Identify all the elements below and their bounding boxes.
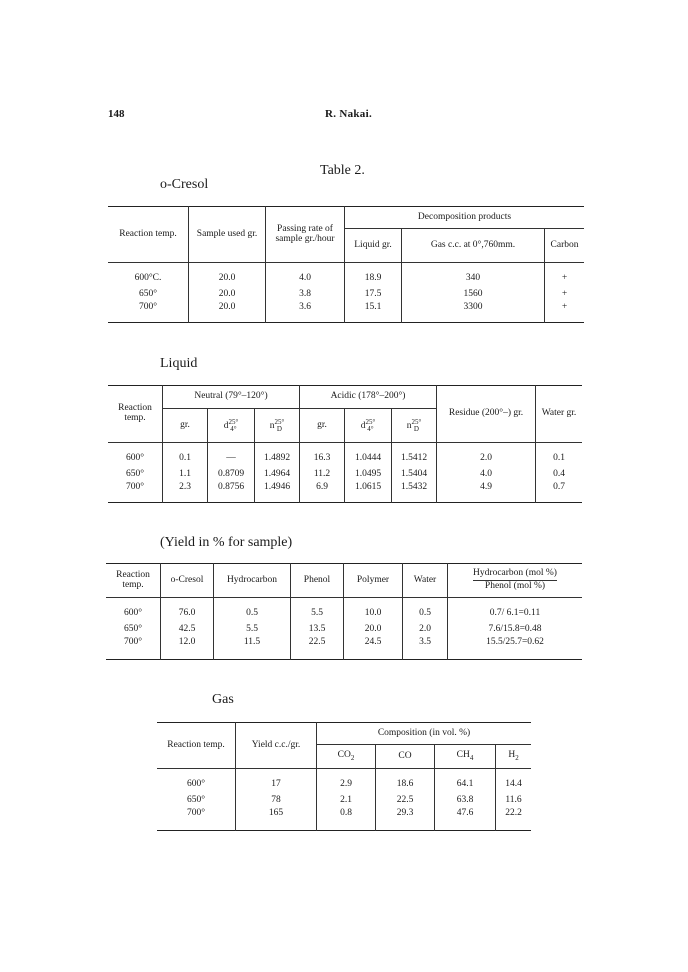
table-row	[108, 467, 582, 483]
cell: 15.5/25.7=0.62	[486, 636, 544, 647]
cell: 2.3	[163, 483, 208, 503]
yield-table	[106, 563, 582, 660]
cell: 0.7/ 6.1=0.11	[489, 607, 541, 618]
cell: —	[208, 451, 255, 467]
cell: 47.6	[435, 809, 496, 831]
table-row	[157, 777, 531, 793]
gas-table	[157, 722, 531, 831]
cell: 5.5	[214, 622, 291, 638]
n-sup: 25°	[274, 417, 285, 426]
ratio-numerator: Hydrocarbon (mol %)	[473, 569, 557, 581]
yield-h-cresol: o-Cresol	[161, 564, 214, 598]
cell: 1.4892	[255, 451, 300, 467]
cell: +	[561, 272, 568, 283]
cell: 11.2	[300, 467, 345, 483]
cell: 600°	[106, 606, 161, 622]
d-sub: 4°	[230, 424, 237, 433]
page-number: 148	[108, 108, 125, 120]
cell: 1.0495	[345, 467, 392, 483]
cell: 13.5	[291, 622, 344, 638]
d-sup: 25°	[228, 417, 239, 426]
cell: 78	[236, 793, 317, 809]
cell: 1560	[402, 287, 545, 303]
cresol-table	[108, 206, 584, 323]
liquid-h-density-acidic	[345, 409, 392, 443]
ch4-sub: 4	[469, 753, 474, 762]
liquid-h-refractive-acidic	[392, 409, 437, 443]
cell: 24.5	[344, 638, 403, 660]
cell: 1.4964	[255, 467, 300, 483]
liquid-h-gr-acidic: gr.	[300, 409, 345, 443]
d-symbol: d	[223, 420, 229, 431]
h2-label: H	[508, 749, 516, 760]
cell: 4.0	[266, 271, 345, 287]
cell: 22.2	[505, 807, 522, 818]
cell: 0.1	[163, 451, 208, 467]
cell: 64.1	[435, 777, 496, 793]
table-row	[106, 606, 582, 622]
cell: 18.6	[376, 777, 435, 793]
cell: 5.5	[291, 606, 344, 622]
liquid-h-gr-neutral: gr.	[163, 409, 208, 443]
table-row	[106, 622, 582, 638]
cell: 1.0615	[345, 483, 392, 503]
cell: 1.0444	[345, 451, 392, 467]
cell: 7.6/15.8=0.48	[488, 623, 542, 634]
liquid-h-reaction: Reaction temp.	[108, 386, 163, 443]
cell: 600°C.	[108, 271, 189, 287]
cell: 18.9	[345, 271, 402, 287]
cell: 1.1	[163, 467, 208, 483]
table-row	[106, 638, 582, 660]
yield-h-water: Water	[403, 564, 448, 598]
table-row	[157, 809, 531, 831]
table-row	[108, 483, 582, 503]
cell: 2.1	[317, 793, 376, 809]
cell: 22.5	[376, 793, 435, 809]
cell: 6.9	[300, 483, 345, 503]
gas-h-co: CO	[376, 745, 435, 769]
cell: 4.0	[437, 467, 536, 483]
gas-title: Gas	[212, 692, 234, 707]
cell: 11.6	[505, 794, 522, 805]
cresol-h-reaction: Reaction temp.	[108, 207, 189, 263]
gas-h-ch4	[435, 745, 496, 769]
cell: +	[561, 288, 568, 299]
cell: 2.0	[403, 622, 448, 638]
yield-h-reaction: Reaction temp.	[106, 564, 161, 598]
cell: 0.7	[553, 481, 565, 492]
liquid-table	[108, 385, 582, 503]
yield-h-ratio	[448, 564, 583, 598]
yield-title: (Yield in % for sample)	[160, 535, 293, 550]
n-sub: D	[413, 424, 419, 433]
table-row	[108, 287, 584, 303]
cell: 20.0	[189, 303, 266, 323]
cell: 340	[402, 271, 545, 287]
cell: 3.6	[266, 303, 345, 323]
cell: 63.8	[435, 793, 496, 809]
cresol-h-decomp: Decomposition products	[345, 207, 585, 229]
gas-h-composition: Composition (in vol. %)	[317, 723, 532, 745]
cell: 0.8756	[208, 483, 255, 503]
cell: 3.5	[403, 638, 448, 660]
cell: 165	[236, 809, 317, 831]
liquid-h-refractive-neutral	[255, 409, 300, 443]
cell: 600°	[108, 451, 163, 467]
cresol-h-liquid: Liquid gr.	[345, 229, 402, 263]
d-symbol: d	[360, 420, 366, 431]
gas-h-reaction: Reaction temp.	[157, 723, 236, 769]
gas-h-co2	[317, 745, 376, 769]
liquid-h-acidic: Acidic (178°–200°)	[300, 386, 437, 409]
cresol-h-passing: Passing rate of sample gr./hour	[266, 207, 345, 263]
cresol-h-gas: Gas c.c. at 0°,760mm.	[402, 229, 545, 263]
cell: 2.0	[437, 451, 536, 467]
cell: 0.8	[317, 809, 376, 831]
cell: 17	[236, 777, 317, 793]
cell: 0.5	[403, 606, 448, 622]
cell: 20.0	[189, 287, 266, 303]
h2-sub: 2	[515, 753, 519, 762]
d-sup: 25°	[365, 417, 376, 426]
gas-h-yield: Yield c.c./gr.	[236, 723, 317, 769]
ratio-denominator: Phenol (mol %)	[484, 581, 546, 591]
table-row	[108, 303, 584, 323]
gas-h-h2	[496, 745, 532, 769]
cell: 29.3	[376, 809, 435, 831]
cell: 650°	[157, 793, 236, 809]
n-symbol: n	[269, 420, 275, 431]
liquid-h-neutral: Neutral (79°–120°)	[163, 386, 300, 409]
cell: 12.0	[161, 638, 214, 660]
liquid-h-residue: Residue (200°–) gr.	[437, 386, 536, 443]
cell: 650°	[108, 467, 163, 483]
cresol-title: o-Cresol	[160, 177, 209, 192]
yield-h-polymer: Polymer	[344, 564, 403, 598]
n-symbol: n	[406, 420, 412, 431]
cell: 0.4	[553, 468, 565, 479]
co2-label: CO	[337, 749, 351, 760]
cell: 650°	[106, 622, 161, 638]
cell: 14.4	[505, 778, 522, 789]
cell: 600°	[157, 777, 236, 793]
cell: 20.0	[344, 622, 403, 638]
cell: 1.5404	[392, 467, 437, 483]
cell: 16.3	[300, 451, 345, 467]
cell: 10.0	[344, 606, 403, 622]
cell: 700°	[106, 638, 161, 660]
cresol-h-carbon: Carbon	[545, 229, 585, 263]
cell: 1.5412	[392, 451, 437, 467]
cell: 0.5	[214, 606, 291, 622]
liquid-h-density-neutral	[208, 409, 255, 443]
cell: 42.5	[161, 622, 214, 638]
cresol-h-sample: Sample used gr.	[189, 207, 266, 263]
cell: 3300	[402, 303, 545, 323]
n-sub: D	[276, 424, 282, 433]
yield-h-phenol: Phenol	[291, 564, 344, 598]
cell: 0.8709	[208, 467, 255, 483]
cell: 76.0	[161, 606, 214, 622]
cell: 20.0	[189, 271, 266, 287]
cell: 700°	[157, 809, 236, 831]
cell: 3.8	[266, 287, 345, 303]
cell: 11.5	[214, 638, 291, 660]
cell: 4.9	[437, 483, 536, 503]
table-row	[157, 793, 531, 809]
liquid-h-water: Water gr.	[536, 386, 583, 443]
table-title: Table 2.	[320, 163, 365, 178]
cell: 700°	[108, 483, 163, 503]
table-row	[108, 451, 582, 467]
cell: +	[561, 301, 568, 312]
cell: 17.5	[345, 287, 402, 303]
table-row	[108, 271, 584, 287]
yield-h-hydrocarbon: Hydrocarbon	[214, 564, 291, 598]
cell: 1.5432	[392, 483, 437, 503]
cell: 650°	[108, 287, 189, 303]
cell: 1.4946	[255, 483, 300, 503]
liquid-title: Liquid	[160, 356, 198, 371]
n-sup: 25°	[411, 417, 422, 426]
cell: 22.5	[291, 638, 344, 660]
d-sub: 4°	[367, 424, 374, 433]
co2-sub: 2	[350, 753, 355, 762]
cell: 0.1	[553, 452, 565, 463]
running-head: R. Nakai.	[325, 108, 373, 120]
ch4-label: CH	[456, 749, 470, 760]
cell: 700°	[108, 303, 189, 323]
cell: 2.9	[317, 777, 376, 793]
cell: 15.1	[345, 303, 402, 323]
